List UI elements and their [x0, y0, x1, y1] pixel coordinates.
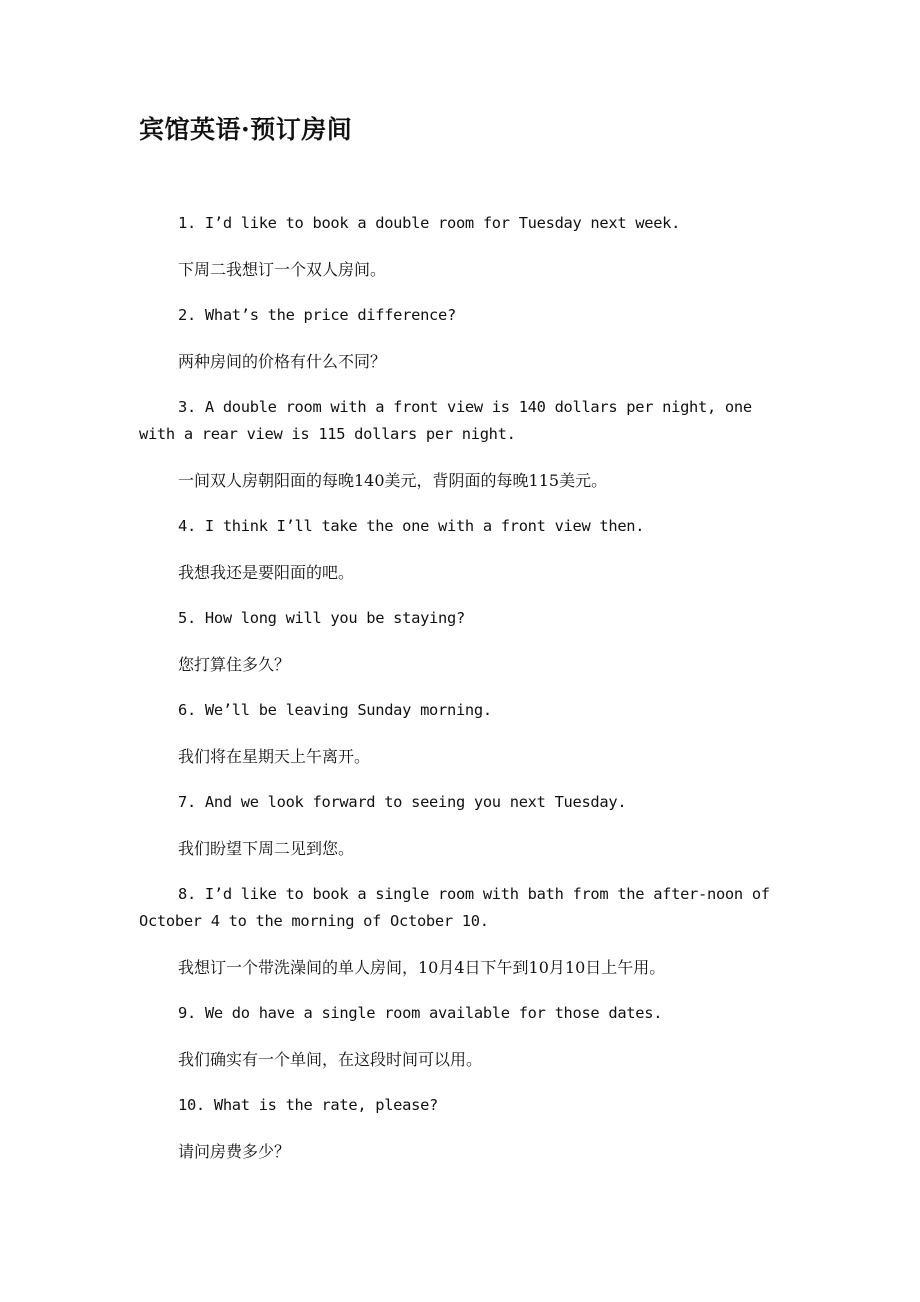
english-sentence-1: 1. I’d like to book a double room for Tuesday next week.: [178, 214, 681, 232]
english-sentence-7: 7. And we look forward to seeing you next Tuesday.: [178, 793, 627, 811]
english-sentence-3: 3. A double room with a front view is 140 dollars per night, one with a rear view is 115 dollars per night.: [139, 398, 752, 443]
chinese-translation-9: 我们确实有一个单间，在这段时间可以用。: [178, 1050, 483, 1069]
chinese-translation-5: 您打算住多久？: [178, 655, 291, 674]
page-title: 宾馆英语·预订房间: [139, 115, 353, 144]
english-sentence-5: 5. How long will you be staying?: [178, 609, 465, 627]
chinese-translation-2: 两种房间的价格有什么不同？: [178, 352, 387, 371]
chinese-translation-3: 一间双人房朝阳面的每晚140美元，背阴面的每晚115美元。: [178, 471, 608, 490]
document-body: [139, 210, 779, 1184]
english-sentence-4: 4. I think I’ll take the one with a front view then.: [178, 517, 645, 535]
english-sentence-6: 6. We’ll be leaving Sunday morning.: [178, 701, 492, 719]
english-sentence-2: 2. What’s the price difference?: [178, 306, 456, 324]
english-sentence-9: 9. We do have a single room available for those dates.: [178, 1004, 663, 1022]
english-sentence-8: 8. I’d like to book a single room with bath from the after-noon of October 4 to the morning of October 10.: [139, 885, 770, 930]
chinese-translation-4: 我想我还是要阳面的吧。: [178, 563, 355, 582]
chinese-translation-8: 我想订一个带洗澡间的单人房间，10月4日下午到10月10日上午用。: [178, 958, 666, 977]
chinese-translation-1: 下周二我想订一个双人房间。: [178, 260, 387, 279]
chinese-translation-10: 请问房费多少？: [178, 1142, 291, 1161]
english-sentence-10: 10. What is the rate, please?: [178, 1096, 439, 1114]
chinese-translation-6: 我们将在星期天上午离开。: [178, 747, 371, 766]
chinese-translation-7: 我们盼望下周二见到您。: [178, 839, 355, 858]
